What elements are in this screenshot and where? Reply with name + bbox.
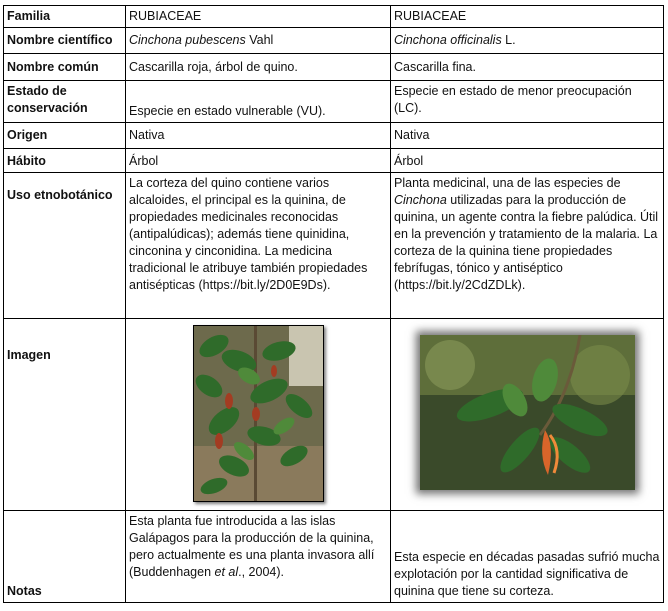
species-comparison-table bbox=[3, 5, 664, 603]
label-familia: Familia bbox=[4, 6, 126, 28]
plant-photo-pubescens-graphic bbox=[194, 326, 323, 501]
label-origen: Origen bbox=[4, 123, 126, 149]
row-habito bbox=[4, 149, 664, 173]
label-uso: Uso etnobotánico bbox=[4, 173, 126, 319]
row-imagen bbox=[4, 319, 664, 511]
uso-b-post: utilizadas para la producción de quinina, un agente contra la fiebre palúdica. Útil en la prevención y tratamiento de la malaria. La corteza de la quinina tiene propiedades febrífugas, tónico y antiséptico (https://bit.ly/2CdZDLk). bbox=[394, 193, 659, 292]
familia-b: RUBIACEAE bbox=[391, 6, 664, 28]
notas-a bbox=[126, 511, 391, 603]
author-a: Vahl bbox=[245, 33, 274, 47]
row-uso bbox=[4, 173, 664, 319]
row-estado bbox=[4, 81, 664, 123]
plant-photo-officinalis-graphic bbox=[420, 335, 635, 490]
row-nombre-cientifico bbox=[4, 28, 664, 54]
habito-b: Árbol bbox=[391, 149, 664, 173]
label-notas: Notas bbox=[4, 511, 126, 603]
uso-b bbox=[391, 173, 664, 319]
nombre-comun-a: Cascarilla roja, árbol de quino. bbox=[126, 54, 391, 81]
species-name-b: Cinchona officinalis bbox=[394, 33, 502, 47]
row-nombre-comun bbox=[4, 54, 664, 81]
cinchona-officinalis-photo bbox=[420, 335, 635, 490]
estado-b: Especie en estado de menor preocupación (LC). bbox=[391, 81, 664, 123]
species-name-a: Cinchona pubescens bbox=[129, 33, 246, 47]
label-imagen: Imagen bbox=[4, 319, 126, 511]
author-b: L. bbox=[501, 33, 516, 47]
label-estado: Estado de conservación bbox=[4, 81, 126, 123]
imagen-a bbox=[126, 319, 391, 511]
estado-a: Especie en estado vulnerable (VU). bbox=[126, 81, 391, 123]
row-familia bbox=[4, 6, 664, 28]
origen-a: Nativa bbox=[126, 123, 391, 149]
imagen-b bbox=[391, 319, 664, 511]
row-origen bbox=[4, 123, 664, 149]
uso-b-pre: Planta medicinal, una de las especies de bbox=[394, 176, 621, 190]
label-nombre-cientifico: Nombre científico bbox=[4, 28, 126, 54]
uso-a: La corteza del quino contiene varios alcaloides, el principal es la quinina, de propiedades medicinales reconocidas (antipalúdicas); además tiene quinidina, cinconina y cinconidina. La medicina tradicional le atribuye también propiedades antisépticas (https://bit.ly/2D0E9Ds). bbox=[126, 173, 391, 319]
nombre-comun-b: Cascarilla fina. bbox=[391, 54, 664, 81]
label-habito: Hábito bbox=[4, 149, 126, 173]
notas-b: Esta especie en décadas pasadas sufrió mucha explotación por la cantidad significativa de quinina que tiene su corteza. bbox=[391, 511, 664, 603]
notas-a-etal: et al bbox=[214, 565, 239, 579]
nombre-cientifico-a bbox=[126, 28, 391, 54]
nombre-cientifico-b bbox=[391, 28, 664, 54]
notas-a-post: ., 2004). bbox=[238, 565, 285, 579]
notas-a-pre: Esta planta fue introducida a las islas Galápagos para la producción de la quinina, pero actualmente es una planta invasora allí (Buddenhagen bbox=[129, 514, 375, 579]
habito-a: Árbol bbox=[126, 149, 391, 173]
uso-b-genus: Cinchona bbox=[394, 193, 447, 207]
familia-a: RUBIACEAE bbox=[126, 6, 391, 28]
origen-b: Nativa bbox=[391, 123, 664, 149]
row-notas bbox=[4, 511, 664, 603]
cinchona-pubescens-photo bbox=[193, 325, 324, 502]
label-nombre-comun: Nombre común bbox=[4, 54, 126, 81]
